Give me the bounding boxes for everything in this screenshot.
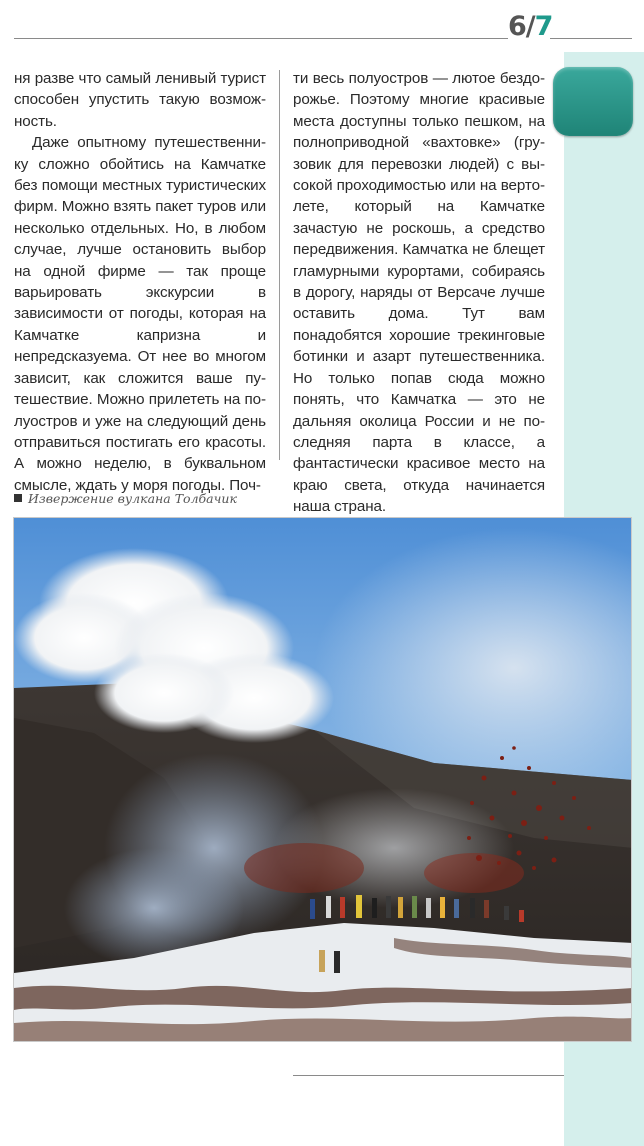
total-pages-number: 7 bbox=[534, 11, 553, 42]
page-separator: / bbox=[525, 11, 535, 42]
left-text-column bbox=[14, 68, 266, 496]
paragraph: Даже опытному путешественнику сложно обойтись на Камчатке без помощи местных туристических фирм. Можно взять пакет туров или несколько отдельных. Но, в любом случае, лучше остановить выбор на одной фирме — так проще варьировать экскурсии в зависимости от погоды, которая на Камчатке капризна и непредсказуема. От нее во многом зависит, как сложится ваше путешествие. Можно прилететь на полуостров и уже на следующий день отправиться постигать его красоты. А можно неделю, в буквальном смысле, ждать у моря погоды. Поч- bbox=[14, 134, 266, 494]
bottom-rule bbox=[293, 1075, 564, 1076]
header-rule-right bbox=[550, 38, 632, 39]
volcano-illustration bbox=[14, 518, 632, 1042]
paragraph: ти весь полуостров — лютое бездорожье. Поэтому многие красивые места доступны только пешком, на полноприводной «вахтовке» (грузовик для перевозки людей) с высокой проходимостью или на вертолете, который на Камчатке зачастую не роскошь, а средство передвижения. Камчатка не блещет гламурными курортами, собираясь в дорогу, наряды от Версаче лучше оставить дома. Тут вам понадобятся хорошие трекинговые ботинки и азарт путешественника. Но только попав сюда можно понять, что Камчатка — это не дальняя околица России и не последняя парта в классе, а фантастически красивое место на краю света, откуда начинается наша страна. bbox=[293, 70, 545, 516]
caption-bullet-icon bbox=[14, 494, 22, 502]
paragraph: ня разве что самый ленивый турист способен упустить такую возможность. bbox=[14, 70, 266, 130]
header-rule bbox=[14, 38, 508, 39]
figure-caption bbox=[14, 489, 237, 507]
volcano-photo bbox=[13, 517, 632, 1042]
caption-text: Извержение вулкана Толбачик bbox=[28, 490, 237, 506]
current-page-number: 6 bbox=[508, 11, 526, 42]
column-divider bbox=[279, 70, 280, 460]
page-tab[interactable] bbox=[553, 67, 633, 136]
page-indicator bbox=[508, 10, 552, 44]
right-text-column bbox=[293, 68, 545, 518]
